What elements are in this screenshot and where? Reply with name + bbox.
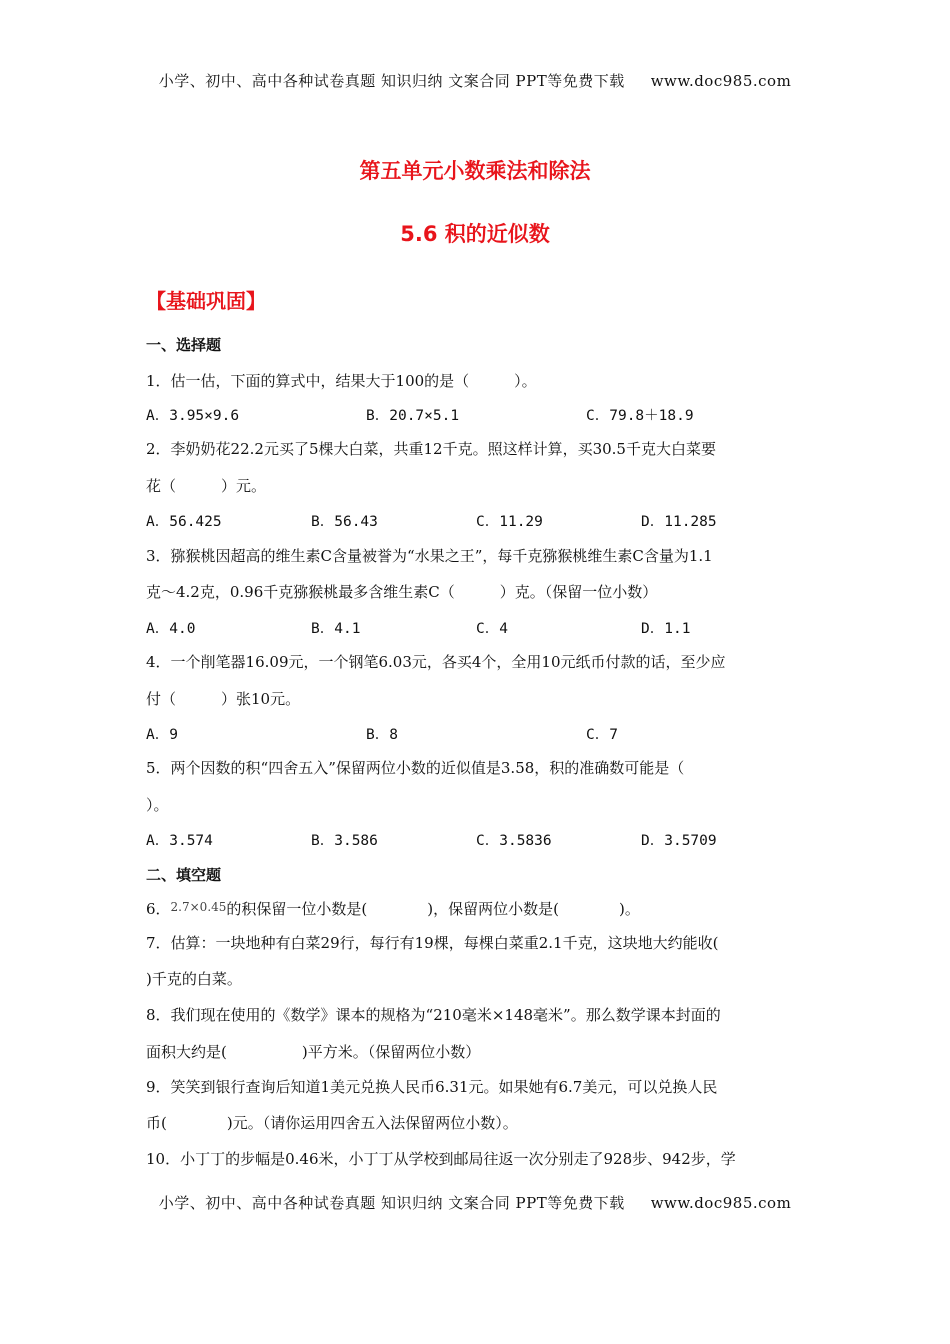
header-text: 小学、初中、高中各种试卷真题 知识归纳 文案合同 PPT等免费下载 — [158, 72, 625, 90]
q5-option-c: C．3.5836 — [476, 833, 552, 849]
q8-line2: 面积大约是( )平方米。（保留两位小数） — [146, 1043, 481, 1061]
q2-line2: 花（ ）元。 — [146, 477, 267, 495]
q6-rest: 的积保留一位小数是( )，保留两位小数是( )。 — [226, 900, 640, 918]
q3-line1: 3．猕猴桃因超高的维生素C含量被誉为“水果之王”，每千克猕猴桃维生素C含量为1.1 — [146, 547, 713, 565]
q1-option-b: B．20.7×5.1 — [366, 408, 460, 424]
q1-option-c: C．79.8＋18.9 — [586, 408, 694, 424]
q10-line1: 10．小丁丁的步幅是0.46米，小丁丁从学校到邮局往返一次分别走了928步、942步，学 — [146, 1150, 736, 1168]
q5-line1: 5．两个因数的积“四舍五入”保留两位小数的近似值是3.58，积的准确数可能是（ — [146, 759, 685, 777]
section-heading: 【基础巩固】 — [146, 289, 266, 313]
q4-line2: 付（ ）张10元。 — [146, 690, 301, 708]
q2-option-c: C．11.29 — [476, 514, 543, 530]
q3-option-a: A．4.0 — [146, 621, 196, 637]
q5-line2: ）。 — [146, 796, 169, 814]
q6-number: 6． — [146, 900, 171, 918]
q4-line1: 4．一个削笔器16.09元，一个钢笔6.03元，各买4个，全用10元纸币付款的话，至少应 — [146, 653, 726, 671]
q5-option-b: B．3.586 — [311, 833, 378, 849]
q5-option-d: D．3.5709 — [641, 833, 717, 849]
footer-text: 小学、初中、高中各种试卷真题 知识归纳 文案合同 PPT等免费下载 — [158, 1194, 625, 1212]
lesson-title: 5.6 积的近似数 — [400, 222, 550, 246]
part2-heading: 二、填空题 — [146, 866, 222, 884]
q9-line1: 9．笑笑到银行查询后知道1美元兑换人民币6.31元。如果她有6.7美元，可以兑换人民 — [146, 1078, 718, 1096]
page-footer — [0, 1192, 950, 1213]
q7-line2: )千克的白菜。 — [146, 970, 242, 988]
q2-line1: 2．李奶奶花22.2元买了5棵大白菜，共重12千克。照这样计算，买30.5千克大白菜要 — [146, 440, 716, 458]
q8-line1: 8．我们现在使用的《数学》课本的规格为“210毫米×148毫米”。那么数学课本封面的 — [146, 1006, 721, 1024]
q3-option-b: B．4.1 — [311, 621, 361, 637]
q7-line1: 7．估算：一块地种有白菜29行，每行有19棵，每棵白菜重2.1千克，这块地大约能收( — [146, 934, 719, 952]
q4-option-a: A．9 — [146, 727, 178, 743]
q2-option-a: A．56.425 — [146, 514, 222, 530]
header-site: www.doc985.com — [650, 72, 792, 90]
q3-line2: 克～4.2克，0.96千克猕猴桃最多含维生素C（ ）克。（保留一位小数） — [146, 583, 658, 601]
q1-text: 1．估一估，下面的算式中，结果大于100的是（ ）。 — [146, 372, 537, 390]
page-header — [0, 70, 950, 91]
q4-option-b: B．8 — [366, 727, 398, 743]
q3-option-d: D．1.1 — [641, 621, 691, 637]
q4-option-c: C．7 — [586, 727, 618, 743]
q2-option-b: B．56.43 — [311, 514, 378, 530]
unit-title: 第五单元小数乘法和除法 — [359, 159, 591, 183]
q6-expression: 2.7×0.45 — [170, 900, 227, 914]
footer-site: www.doc985.com — [650, 1194, 792, 1212]
part1-heading: 一、选择题 — [146, 336, 222, 354]
q6-text — [146, 898, 640, 919]
q3-option-c: C．4 — [476, 621, 508, 637]
q9-line2: 币( )元。（请你运用四舍五入法保留两位小数）。 — [146, 1114, 518, 1132]
q1-option-a: A．3.95×9.6 — [146, 408, 240, 424]
q2-option-d: D．11.285 — [641, 514, 717, 530]
q5-option-a: A．3.574 — [146, 833, 213, 849]
